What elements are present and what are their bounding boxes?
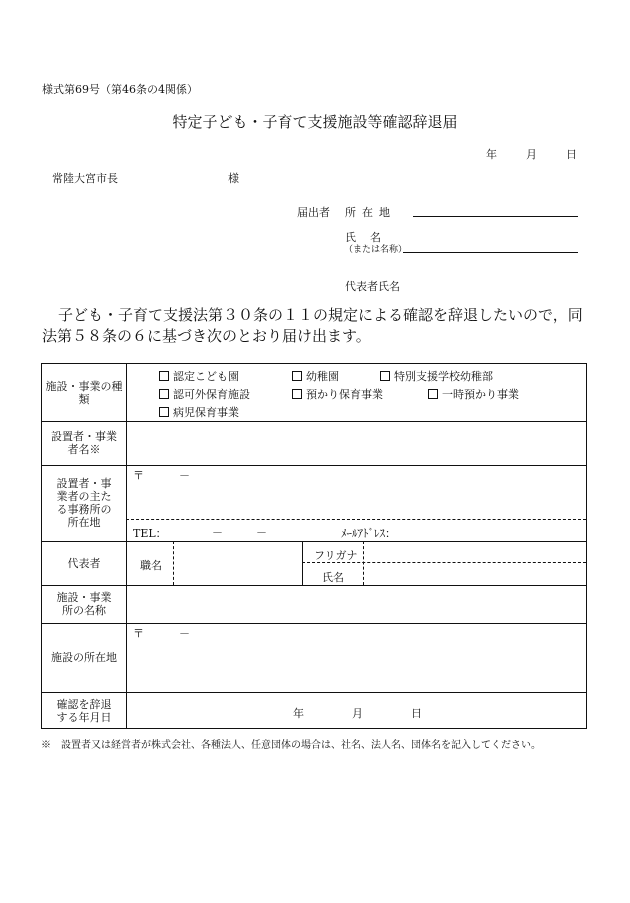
checkbox[interactable] bbox=[380, 371, 390, 381]
operator-name-label: 設置者・事業者名※ bbox=[51, 430, 117, 456]
title-label: 職名 bbox=[140, 559, 162, 572]
notifier-location-field[interactable] bbox=[413, 216, 578, 217]
dashed-divider bbox=[173, 541, 174, 585]
postal-dash: － bbox=[179, 627, 190, 640]
checkbox[interactable] bbox=[159, 389, 169, 399]
email-label: ﾒｰﾙｱﾄﾞﾚｽ： bbox=[341, 527, 396, 540]
date-year-label: 年 bbox=[486, 148, 497, 161]
submission-date bbox=[486, 146, 577, 162]
dashed-divider bbox=[363, 541, 364, 585]
checkbox[interactable] bbox=[292, 389, 302, 399]
option-youchien[interactable]: 幼稚園 bbox=[292, 368, 339, 384]
furigana-label: フリガナ bbox=[314, 549, 358, 562]
facility-name-label: 施設・事業所の名称 bbox=[56, 591, 112, 617]
postal-mark: 〒 bbox=[133, 627, 144, 640]
facility-name-field[interactable] bbox=[127, 586, 586, 622]
representative-name-label: 氏名 bbox=[322, 571, 344, 584]
option-ichiji-azukari[interactable]: 一時預かり事業 bbox=[428, 386, 519, 402]
checkbox[interactable] bbox=[159, 371, 169, 381]
operator-office-address-field[interactable] bbox=[127, 467, 586, 517]
facility-address-label: 施設の所在地 bbox=[51, 651, 117, 664]
withdrawal-day-label: 日 bbox=[411, 707, 422, 720]
dashed-divider bbox=[126, 519, 586, 520]
notifier-label: 届出者 bbox=[297, 206, 330, 219]
option-azukari-hoiku[interactable]: 預かり保育事業 bbox=[292, 386, 383, 402]
withdrawal-year-label: 年 bbox=[293, 707, 304, 720]
withdrawal-month-label: 月 bbox=[352, 707, 363, 720]
facility-address-field[interactable] bbox=[127, 640, 586, 690]
checkbox[interactable] bbox=[159, 407, 169, 417]
representative-name-label: 代表者氏名 bbox=[345, 280, 400, 293]
date-month-label: 月 bbox=[526, 148, 537, 161]
document-title: 特定子ども・子育て支援施設等確認辞退届 bbox=[172, 113, 458, 131]
notifier-name-note: （または名称） bbox=[344, 245, 408, 255]
addressee: 常陸大宮市長 bbox=[52, 172, 118, 185]
notifier-name-field[interactable] bbox=[403, 252, 578, 253]
checkbox[interactable] bbox=[292, 371, 302, 381]
tel-label: TEL： bbox=[133, 527, 167, 540]
notifier-name-label: 氏名 bbox=[345, 231, 395, 244]
checkbox[interactable] bbox=[428, 389, 438, 399]
tel-dash: － bbox=[256, 526, 267, 539]
footnote: ※ 設置者又は経営者が株式会社、各種法人、任意団体の場合は、社名、法人名、団体名を記入してください。 bbox=[41, 740, 541, 751]
form-number: 様式第69号（第46条の4関係） bbox=[42, 83, 198, 96]
representative-label: 代表者 bbox=[67, 556, 101, 570]
tel-dash: － bbox=[212, 526, 223, 539]
postal-dash: － bbox=[179, 469, 190, 482]
withdrawal-date-label: 確認を辞退する年月日 bbox=[56, 697, 112, 724]
date-day-label: 日 bbox=[566, 148, 577, 161]
operator-name-field[interactable] bbox=[127, 422, 586, 464]
form-table bbox=[41, 363, 587, 729]
postal-mark: 〒 bbox=[133, 469, 144, 482]
body-text: 子ども・子育て支援法第３０条の１１の規定による確認を辞退したいので，同法第５８条の６に基づき次のとおり届け出ます。 bbox=[42, 306, 583, 345]
column-divider bbox=[302, 541, 303, 585]
option-ninkagai-hoiku[interactable]: 認可外保育施設 bbox=[159, 386, 250, 402]
notifier-location-label: 所在地 bbox=[345, 206, 396, 219]
honorific: 様 bbox=[228, 172, 239, 185]
facility-type-label: 施設・事業の種類 bbox=[45, 379, 123, 406]
option-byoji-hoiku[interactable]: 病児保育事業 bbox=[159, 404, 239, 420]
option-tokubetsu-shien[interactable]: 特別支援学校幼稚部 bbox=[380, 368, 493, 384]
operator-office-label: 設置者・事業者の主たる事務所の所在地 bbox=[56, 477, 112, 529]
option-nintei-kodomoen[interactable]: 認定こども園 bbox=[159, 368, 239, 384]
